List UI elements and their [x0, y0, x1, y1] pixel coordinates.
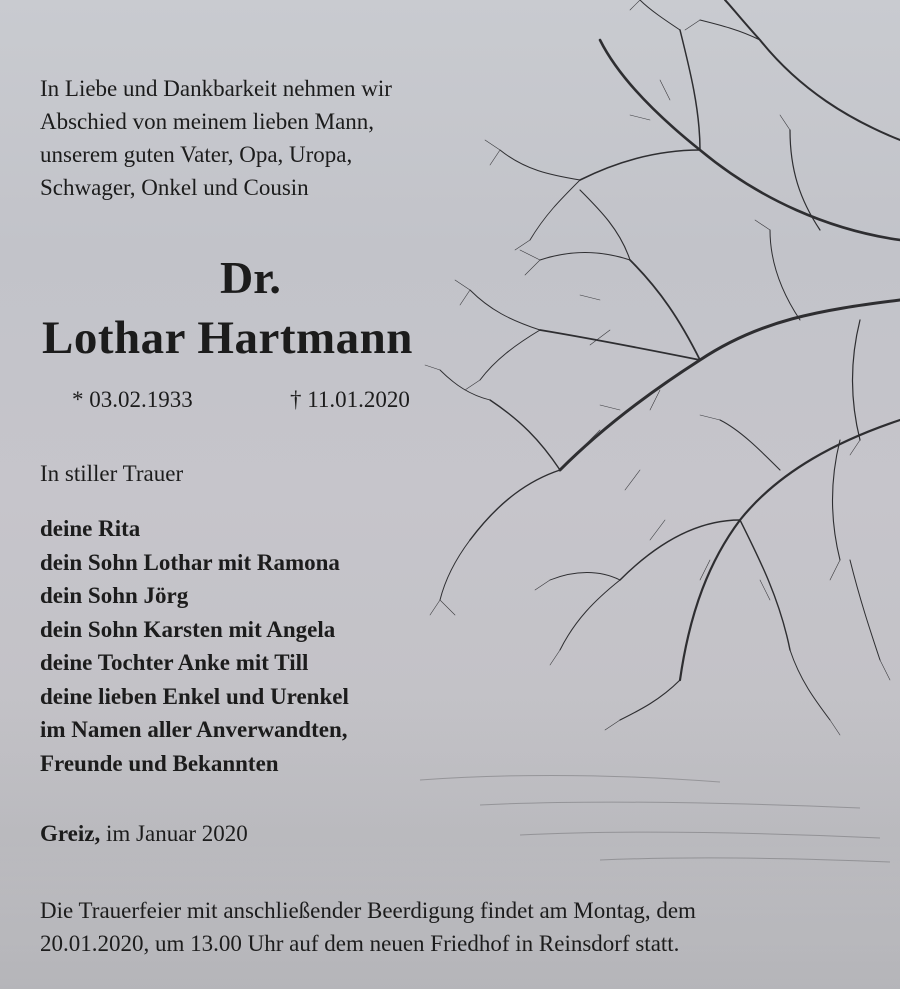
signer-line: deine Tochter Anke mit Till — [40, 650, 309, 675]
funeral-line: Die Trauerfeier mit anschließender Beerdigung findet am Montag, dem — [40, 898, 696, 923]
signer-line: deine lieben Enkel und Urenkel — [40, 683, 349, 709]
deceased-title: Dr. — [220, 252, 281, 303]
mourning-line: In stiller Trauer — [40, 461, 184, 486]
intro-text — [40, 72, 392, 204]
deceased-name: Lothar Hartmann — [42, 312, 413, 364]
intro-line: Abschied von meinem lieben Mann, — [40, 109, 375, 134]
intro-line: Schwager, Onkel und Cousin — [40, 175, 309, 200]
signer-line: dein Sohn Jörg — [40, 583, 189, 608]
place-date: im Januar 2020 — [100, 821, 248, 846]
signer-line: im Namen aller Anverwandten, — [40, 717, 348, 742]
death-date: † 11.01.2020 — [290, 387, 410, 412]
signer-line: dein Sohn Lothar mit Ramona — [40, 549, 340, 575]
place-and-date — [40, 818, 248, 850]
signers-list — [40, 512, 349, 780]
intro-line: unserem guten Vater, Opa, Uropa, — [40, 142, 353, 167]
signer-line: Freunde und Bekannten — [40, 750, 279, 776]
signer-line: deine Rita — [40, 516, 141, 541]
funeral-notice — [40, 894, 696, 960]
funeral-line: 20.01.2020, um 13.00 Uhr auf dem neuen Friedhof in Reinsdorf statt. — [40, 931, 680, 956]
birth-date: * 03.02.1933 — [72, 387, 193, 412]
place-city: Greiz, — [40, 821, 101, 846]
intro-line: In Liebe und Dankbarkeit nehmen wir — [40, 76, 392, 101]
signer-line: dein Sohn Karsten mit Angela — [40, 616, 336, 642]
